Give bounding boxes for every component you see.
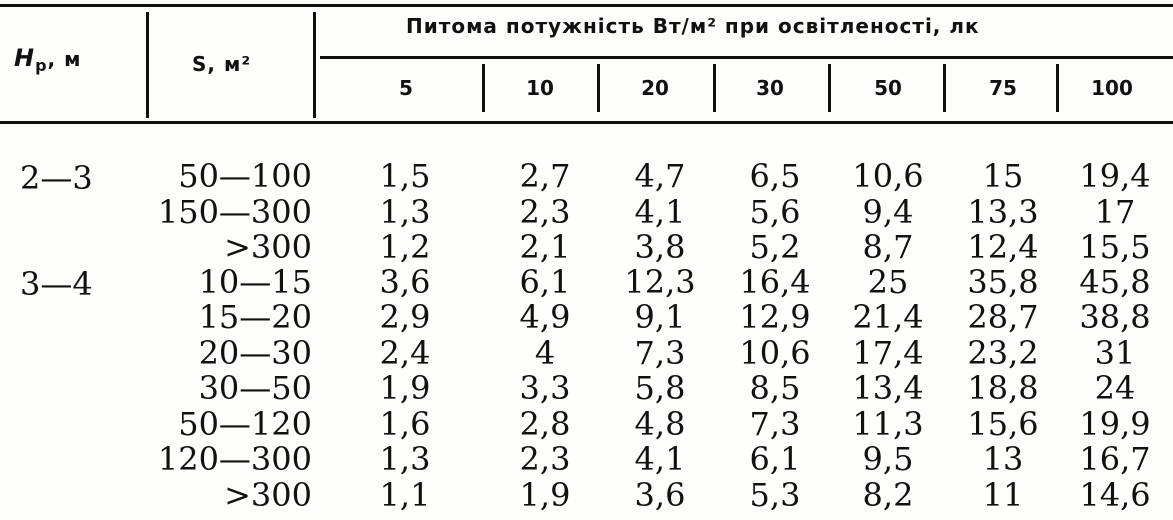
power-cell: 5,8 xyxy=(634,369,686,407)
power-cell: 4,1 xyxy=(634,440,686,478)
area-cell: 20—30 xyxy=(198,334,312,372)
area-cell: 50—120 xyxy=(178,405,312,443)
power-cell: 3,6 xyxy=(379,263,431,301)
power-cell: 7,3 xyxy=(749,405,801,443)
power-cell: 1,9 xyxy=(379,369,431,407)
lux-divider xyxy=(597,64,600,112)
power-cell: 16,7 xyxy=(1079,440,1151,478)
header-mid-rule xyxy=(320,56,1173,59)
power-cell: 1,9 xyxy=(519,476,571,514)
col-divider-h-s xyxy=(146,12,149,118)
power-cell: 3,6 xyxy=(634,476,686,514)
power-cell: 2,3 xyxy=(519,440,571,478)
area-cell: >300 xyxy=(224,476,312,514)
lux-100: 100 xyxy=(1091,76,1133,100)
lux-divider xyxy=(828,64,831,112)
power-cell: 28,7 xyxy=(967,298,1039,336)
power-cell: 8,7 xyxy=(862,228,914,266)
power-cell: 4 xyxy=(534,334,556,372)
power-cell: 45,8 xyxy=(1079,263,1151,301)
area-cell: 120—300 xyxy=(157,440,312,478)
area-header: S, м² xyxy=(192,52,252,76)
power-cell: 3,3 xyxy=(519,369,571,407)
power-cell: 2,7 xyxy=(519,157,571,195)
power-cell: 5,3 xyxy=(749,476,801,514)
power-cell: 19,4 xyxy=(1079,157,1151,195)
power-cell: 1,2 xyxy=(379,228,431,266)
power-cell: 3,8 xyxy=(634,228,686,266)
lux-20: 20 xyxy=(641,76,669,100)
power-cell: 24 xyxy=(1094,369,1136,407)
power-cell: 2,4 xyxy=(379,334,431,372)
power-cell: 2,1 xyxy=(519,228,571,266)
lux-divider xyxy=(1056,64,1059,112)
power-cell: 6,5 xyxy=(749,157,801,195)
height-header-unit: , м xyxy=(47,47,82,71)
lux-5: 5 xyxy=(399,76,413,100)
power-cell: 23,2 xyxy=(967,334,1039,372)
power-cell: 19,9 xyxy=(1079,405,1151,443)
power-cell: 12,3 xyxy=(624,263,696,301)
top-rule xyxy=(0,4,1173,7)
power-cell: 14,6 xyxy=(1079,476,1151,514)
col-divider-s-power xyxy=(313,12,316,118)
power-cell: 1,6 xyxy=(379,405,431,443)
power-cell: 9,4 xyxy=(862,193,914,231)
power-cell: 10,6 xyxy=(739,334,811,372)
lux-10: 10 xyxy=(526,76,554,100)
power-cell: 4,1 xyxy=(634,193,686,231)
area-cell: 150—300 xyxy=(157,193,312,231)
power-cell: 17 xyxy=(1094,193,1136,231)
power-cell: 13,4 xyxy=(852,369,924,407)
lux-30: 30 xyxy=(756,76,784,100)
area-cell: 15—20 xyxy=(198,298,312,336)
power-cell: 11,3 xyxy=(852,405,924,443)
power-cell: 16,4 xyxy=(739,263,811,301)
power-cell: 10,6 xyxy=(852,157,924,195)
lux-divider xyxy=(943,64,946,112)
area-cell: 30—50 xyxy=(198,369,312,407)
power-cell: 4,7 xyxy=(634,157,686,195)
lux-divider xyxy=(713,64,716,112)
power-cell: 2,3 xyxy=(519,193,571,231)
power-cell: 21,4 xyxy=(852,298,924,336)
power-cell: 8,2 xyxy=(862,476,914,514)
power-cell: 15 xyxy=(982,157,1024,195)
power-cell: 5,6 xyxy=(749,193,801,231)
header-bottom-rule xyxy=(0,121,1173,124)
power-cell: 13,3 xyxy=(967,193,1039,231)
power-cell: 17,4 xyxy=(852,334,924,372)
power-cell: 12,9 xyxy=(739,298,811,336)
power-header: Питома потужність Вт/м² при освітленості, лк xyxy=(406,14,980,38)
power-cell: 9,1 xyxy=(634,298,686,336)
power-cell: 1,1 xyxy=(379,476,431,514)
power-cell: 1,5 xyxy=(379,157,431,195)
power-cell: 1,3 xyxy=(379,193,431,231)
lux-75: 75 xyxy=(989,76,1017,100)
power-cell: 31 xyxy=(1094,334,1136,372)
power-cell: 38,8 xyxy=(1079,298,1151,336)
power-cell: 1,3 xyxy=(379,440,431,478)
power-cell: 8,5 xyxy=(749,369,801,407)
lux-50: 50 xyxy=(874,76,902,100)
power-cell: 9,5 xyxy=(862,440,914,478)
lux-divider xyxy=(482,64,485,112)
power-cell: 4,9 xyxy=(519,298,571,336)
height-header-symbol: H xyxy=(14,44,36,72)
power-cell: 15,6 xyxy=(967,405,1039,443)
power-cell: 12,4 xyxy=(967,228,1039,266)
power-cell: 7,3 xyxy=(634,334,686,372)
power-cell: 25 xyxy=(867,263,909,301)
power-cell: 18,8 xyxy=(967,369,1039,407)
height-header xyxy=(14,44,81,75)
power-cell: 15,5 xyxy=(1079,228,1151,266)
power-cell: 13 xyxy=(982,440,1024,478)
area-cell: 10—15 xyxy=(198,263,312,301)
height-header-subscript: р xyxy=(35,56,48,75)
power-cell: 5,2 xyxy=(749,228,801,266)
height-group: 3—4 xyxy=(20,265,93,303)
height-group: 2—3 xyxy=(20,159,93,197)
area-cell: 50—100 xyxy=(178,157,312,195)
power-cell: 4,8 xyxy=(634,405,686,443)
power-cell: 11 xyxy=(982,476,1024,514)
power-cell: 6,1 xyxy=(519,263,571,301)
power-cell: 35,8 xyxy=(967,263,1039,301)
power-cell: 6,1 xyxy=(749,440,801,478)
power-cell: 2,8 xyxy=(519,405,571,443)
power-cell: 2,9 xyxy=(379,298,431,336)
area-cell: >300 xyxy=(224,228,312,266)
